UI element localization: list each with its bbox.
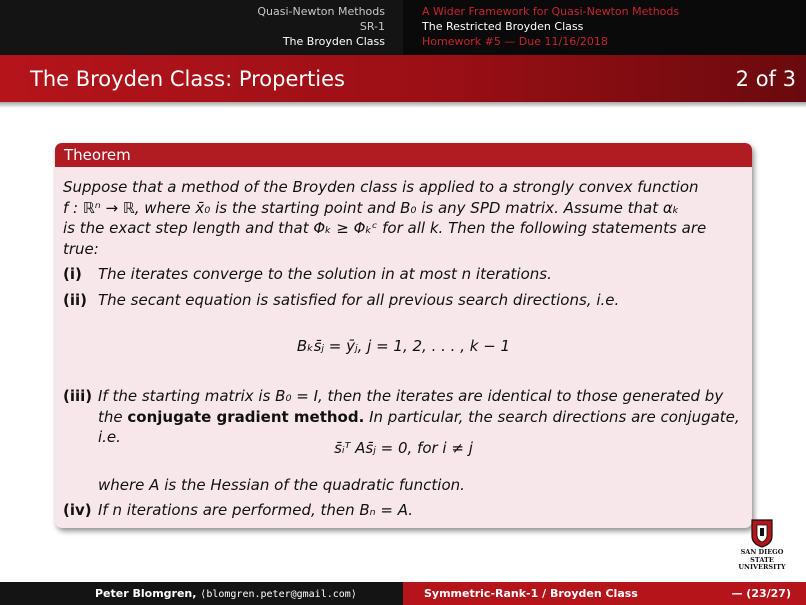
author-name: Peter Blomgren, [95,587,197,600]
navigation-header [0,0,806,55]
footer-page-number: — (23/27) [731,587,791,600]
item-text-line-2 [98,407,747,428]
footer-short-title: Symmetric-Rank-1 / Broyden Class [424,587,638,600]
nav-item-wider-framework[interactable]: A Wider Framework for Quasi-Newton Methods [422,5,680,18]
footer-author [95,587,357,600]
theorem-intro-line-2: f : ℝⁿ → ℝ, where x̄₀ is the starting point and B₀ is any SPD matrix. Assume that αₖ [63,198,680,217]
item-text-the: the [98,407,123,426]
theorem-intro-line-1: Suppose that a method of the Broyden class is applied to a strongly convex function [63,178,699,196]
section-navigation [0,0,403,55]
item-text: The iterates converge to the solution in at most n iterations. [98,265,552,283]
item-text-line-1: If the starting matrix is B₀ = I, then the iterates are identical to those generated by [98,387,724,405]
sdsu-shield-icon [751,518,773,548]
conjugacy-equation: s̄ᵢᵀ As̄ⱼ = 0, for i ≠ j [334,439,473,457]
cg-method-emphasis: conjugate gradient method. [127,407,365,426]
nav-item-homework[interactable]: Homework #5 — Due 11/16/2018 [422,35,608,48]
item-label: (iii) [63,387,93,405]
theorem-intro-line-3: is the exact step length and that Φₖ ≥ Φₖᶜ for all k. Then the following statements are [63,219,707,237]
university-logo [732,516,792,571]
frame-counter: 2 of 3 [735,67,796,91]
footer-author-panel [0,582,403,605]
frame-title-bar [0,55,806,102]
theorem-block [55,143,752,528]
theorem-heading-text: Theorem [64,146,131,164]
secant-equation: Bₖs̄ⱼ = ȳⱼ, j = 1, 2, . . . , k − 1 [296,337,511,355]
footer-bar [0,582,806,605]
theorem-heading [55,143,752,167]
nav-section-quasi-newton[interactable]: Quasi-Newton Methods [257,5,385,18]
item-text: If n iterations are performed, then Bₙ = A. [98,501,414,519]
hessian-note: where A is the Hessian of the quadratic function. [98,476,465,494]
item-text-conjugate: In particular, the search directions are conjugate, [369,407,740,426]
nav-item-restricted-broyden[interactable]: The Restricted Broyden Class [422,20,584,33]
subsection-navigation [403,0,806,55]
title-shadow [0,102,806,108]
frame-title: The Broyden Class: Properties [30,67,345,91]
item-text: The secant equation is satisfied for all previous search directions, i.e. [98,291,620,309]
logo-text: SAN DIEGO STATE UNIVERSITY [738,548,786,571]
author-email[interactable]: ⟨blomgren.peter@gmail.com⟩ [200,589,357,600]
theorem-intro-line-4: true: [63,239,99,258]
nav-subsection-broyden[interactable]: The Broyden Class [282,35,385,48]
item-label: (i) [63,265,82,283]
item-text-line-3: i.e. [98,428,121,446]
theorem-body [55,167,752,528]
nav-subsection-sr1[interactable]: SR-1 [359,20,385,33]
item-label: (ii) [63,291,87,309]
item-label: (iv) [63,501,92,519]
footer-title-panel [403,582,806,605]
